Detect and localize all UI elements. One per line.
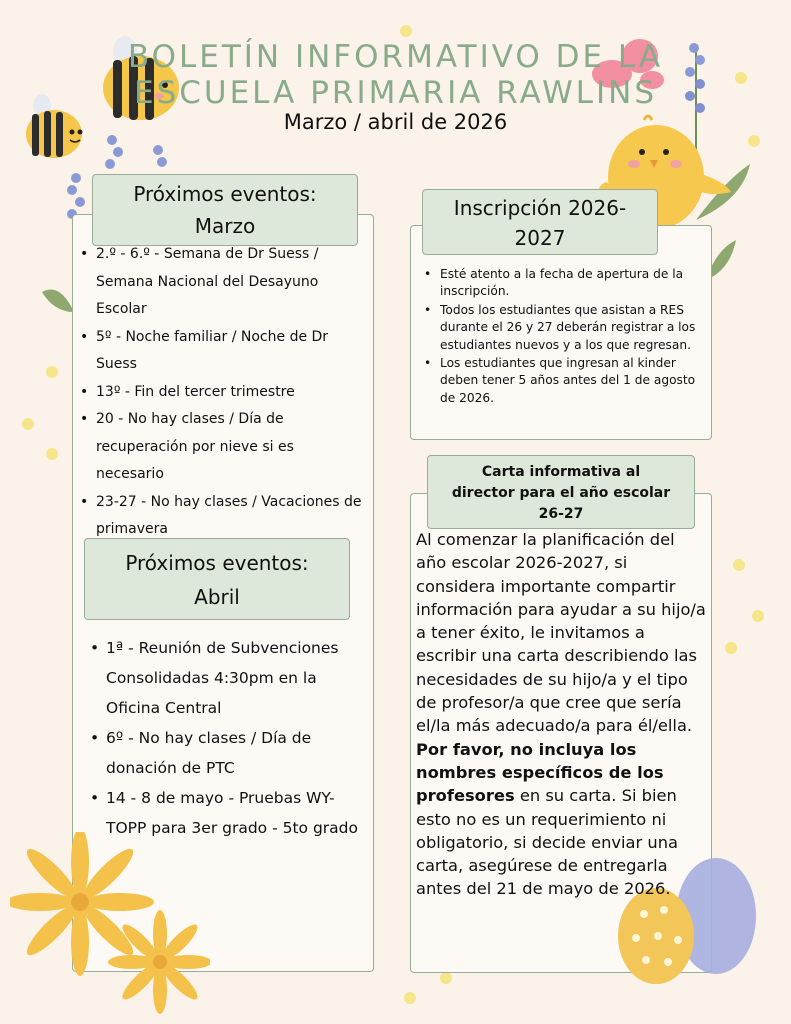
letter-heading-line3: 26-27 [538,506,584,522]
march-heading [92,174,358,246]
list-item: • 13º - Fin del tercer trimestre [80,379,362,407]
list-item: • Esté atento a la fecha de apertura de la inscripción. [424,266,700,301]
decor-dot [400,25,412,37]
decor-dot [725,642,737,654]
decor-dot [46,366,58,378]
letter-text-intro: Al comenzar la planificación del año escolar 2026-2027, si considera importante compartir información para ayudar a su hijo/a a tener éxito, le invitamos a escribir una carta describiendo las necesidades de su hijo/a y el tipo de profesor/a que cree que sería el/la más adecuado/a para él/ella. [416,530,706,736]
newsletter-title-line2: ESCUELA PRIMARIA RAWLINS [133,75,658,111]
decor-dot [46,448,58,460]
enrollment-heading-line1: Inscripción 2026- [453,196,627,220]
newsletter-subtitle: Marzo / abril de 2026 [283,110,508,134]
enrollment-list [424,266,700,408]
decor-dot [22,418,34,430]
letter-text-closing: en su carta. Si bien esto no es un requerimiento ni obligatorio, si decide enviar una carta, asegúrese de entregarla antes del 21 de mayo de 2026. [416,786,679,899]
list-item: • Los estudiantes que ingresan al kinder deben tener 5 años antes del 1 de agosto de 2026. [424,355,700,407]
march-events-list [80,241,362,544]
list-item: • 23-27 - No hay clases / Vacaciones de primavera [80,489,362,544]
lavender-flower-icon [100,130,175,180]
decor-dot [748,135,760,147]
list-item: • Todos los estudiantes que asistan a RES durante el 26 y 27 deberán registrar a los estudiantes nuevos y a los que regresan. [424,302,700,354]
letter-heading [427,455,695,529]
april-heading-line1: Próximos eventos: [125,551,309,575]
enrollment-heading [422,189,658,255]
list-item: • 6º - No hay clases / Día de donación de PTC [90,723,372,783]
letter-body [416,528,708,901]
list-item: • 1ª - Reunión de Subvenciones Consolidadas 4:30pm en la Oficina Central [90,633,372,723]
decor-dot [752,610,764,622]
decor-dot [733,559,745,571]
march-heading-line2: Marzo [194,214,256,238]
april-events-list [90,633,372,843]
newsletter-title-line1: BOLETÍN INFORMATIVO DE LA [127,39,664,75]
leaf-icon [40,282,76,322]
april-heading-line2: Abril [194,585,240,609]
list-item: • 2.º - 6.º - Semana de Dr Suess / Semana Nacional del Desayuno Escolar [80,241,362,324]
letter-text-bold: Por favor, no incluya los nombres específicos de los profesores [416,739,664,806]
list-item: • 20 - No hay clases / Día de recuperación por nieve si es necesario [80,406,362,489]
flower-icon [10,832,210,1022]
decor-dot [404,992,416,1004]
decor-dot [440,972,452,984]
march-heading-line1: Próximos eventos: [133,182,317,206]
enrollment-heading-line2: 2027 [514,226,566,250]
april-heading [84,538,350,620]
letter-heading-line1: Carta informativa al [481,464,641,480]
letter-heading-line2: director para el año escolar [451,485,671,501]
list-item: • 5º - Noche familiar / Noche de Dr Suess [80,324,362,379]
list-item: • 14 - 8 de mayo - Pruebas WY-TOPP para 3er grado - 5to grado [90,783,372,843]
